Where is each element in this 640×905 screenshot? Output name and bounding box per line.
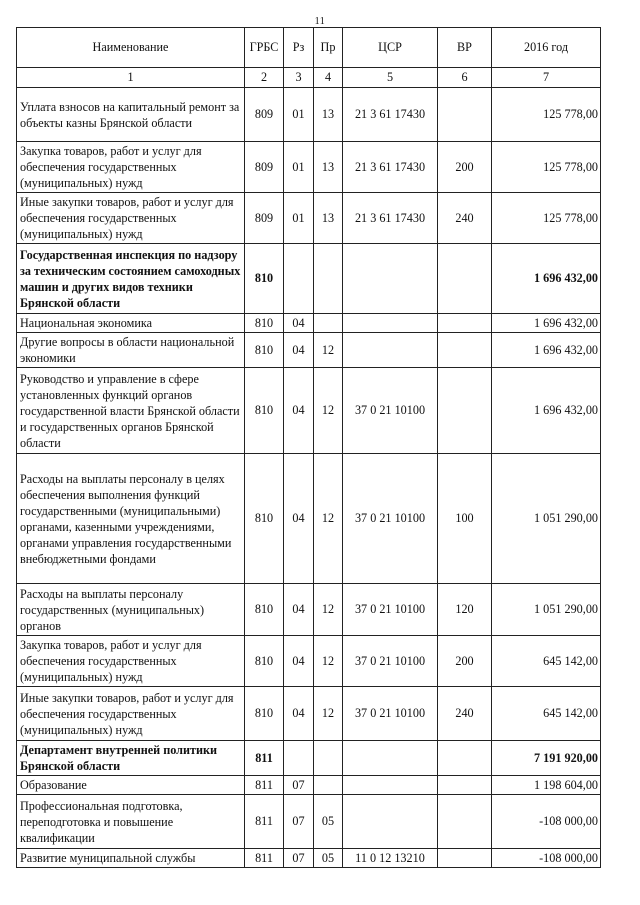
row-pr-cell: 13 [314, 88, 343, 142]
table-row [17, 741, 601, 776]
row-amount-cell: 125 778,00 [492, 193, 601, 244]
row-vr-cell [438, 333, 492, 368]
row-pr-cell: 12 [314, 687, 343, 741]
row-name-cell: Закупка товаров, работ и услуг для обеспечения государственных (муниципальных) нужд [17, 142, 245, 193]
row-vr-cell [438, 244, 492, 314]
row-grbs-cell: 810 [245, 584, 284, 636]
row-pr-cell: 12 [314, 333, 343, 368]
row-vr-cell: 100 [438, 454, 492, 584]
row-name-cell: Образование [17, 776, 245, 795]
column-number: 5 [343, 68, 438, 88]
row-grbs-cell: 810 [245, 454, 284, 584]
table-row [17, 88, 601, 142]
column-header-rz: Рз [284, 28, 314, 68]
row-amount-cell: 645 142,00 [492, 636, 601, 687]
row-pr-cell: 12 [314, 584, 343, 636]
row-rz-cell: 04 [284, 454, 314, 584]
row-csr-cell: 21 3 61 17430 [343, 88, 438, 142]
row-name-cell: Расходы на выплаты персоналу в целях обеспечения выполнения функций государственными (муниципальными) органами, казенными учреждениями, органами управления государственными внебюджетными фондами [17, 454, 245, 584]
row-pr-cell: 12 [314, 636, 343, 687]
row-name-cell: Иные закупки товаров, работ и услуг для обеспечения государственных (муниципальных) нужд [17, 687, 245, 741]
table-row [17, 687, 601, 741]
row-amount-cell: 125 778,00 [492, 88, 601, 142]
column-header-grbs: ГРБС [245, 28, 284, 68]
row-rz-cell: 04 [284, 636, 314, 687]
table-row [17, 584, 601, 636]
row-rz-cell: 01 [284, 193, 314, 244]
row-csr-cell [343, 776, 438, 795]
column-number: 2 [245, 68, 284, 88]
row-vr-cell [438, 849, 492, 868]
row-vr-cell: 240 [438, 193, 492, 244]
row-name-cell: Профессиональная подготовка, переподготовка и повышение квалификации [17, 795, 245, 849]
table-row [17, 333, 601, 368]
row-pr-cell: 12 [314, 454, 343, 584]
row-csr-cell: 21 3 61 17430 [343, 142, 438, 193]
budget-table [16, 27, 601, 868]
row-vr-cell: 200 [438, 636, 492, 687]
row-grbs-cell: 809 [245, 142, 284, 193]
row-name-cell: Другие вопросы в области национальной экономики [17, 333, 245, 368]
row-pr-cell: 13 [314, 142, 343, 193]
row-amount-cell: 1 051 290,00 [492, 584, 601, 636]
table-row [17, 193, 601, 244]
row-pr-cell: 12 [314, 368, 343, 454]
row-csr-cell: 37 0 21 10100 [343, 584, 438, 636]
table-row [17, 244, 601, 314]
row-rz-cell: 04 [284, 314, 314, 333]
row-amount-cell: 1 696 432,00 [492, 333, 601, 368]
row-vr-cell [438, 795, 492, 849]
row-grbs-cell: 810 [245, 636, 284, 687]
table-row [17, 776, 601, 795]
row-vr-cell [438, 88, 492, 142]
row-vr-cell: 240 [438, 687, 492, 741]
table-row [17, 795, 601, 849]
row-amount-cell: 1 696 432,00 [492, 244, 601, 314]
column-header-csr: ЦСР [343, 28, 438, 68]
column-number-row [17, 68, 601, 88]
table-row [17, 142, 601, 193]
row-grbs-cell: 811 [245, 849, 284, 868]
table-body [17, 88, 601, 868]
row-grbs-cell: 809 [245, 193, 284, 244]
row-rz-cell: 01 [284, 88, 314, 142]
row-vr-cell [438, 314, 492, 333]
row-csr-cell: 37 0 21 10100 [343, 636, 438, 687]
row-pr-cell [314, 741, 343, 776]
row-pr-cell [314, 776, 343, 795]
row-grbs-cell: 810 [245, 368, 284, 454]
row-rz-cell: 01 [284, 142, 314, 193]
row-name-cell: Государственная инспекция по надзору за техническим состоянием самоходных машин и других видов техники Брянской области [17, 244, 245, 314]
row-rz-cell: 04 [284, 584, 314, 636]
table-row [17, 314, 601, 333]
column-number: 4 [314, 68, 343, 88]
row-pr-cell: 05 [314, 795, 343, 849]
column-number: 3 [284, 68, 314, 88]
row-csr-cell: 21 3 61 17430 [343, 193, 438, 244]
row-rz-cell [284, 244, 314, 314]
row-name-cell: Развитие муниципальной службы [17, 849, 245, 868]
row-csr-cell: 37 0 21 10100 [343, 454, 438, 584]
header-row [17, 28, 601, 68]
row-vr-cell [438, 776, 492, 795]
row-grbs-cell: 811 [245, 776, 284, 795]
column-number: 1 [17, 68, 245, 88]
row-csr-cell: 37 0 21 10100 [343, 368, 438, 454]
row-csr-cell [343, 314, 438, 333]
row-name-cell: Закупка товаров, работ и услуг для обеспечения государственных (муниципальных) нужд [17, 636, 245, 687]
table-row [17, 849, 601, 868]
row-pr-cell [314, 314, 343, 333]
row-grbs-cell: 809 [245, 88, 284, 142]
row-pr-cell [314, 244, 343, 314]
row-amount-cell: 1 696 432,00 [492, 368, 601, 454]
row-amount-cell: -108 000,00 [492, 849, 601, 868]
column-number: 6 [438, 68, 492, 88]
row-grbs-cell: 810 [245, 687, 284, 741]
column-header-vr: ВР [438, 28, 492, 68]
row-rz-cell: 04 [284, 333, 314, 368]
row-grbs-cell: 810 [245, 314, 284, 333]
row-vr-cell: 120 [438, 584, 492, 636]
table-row [17, 636, 601, 687]
table-row [17, 454, 601, 584]
row-amount-cell: -108 000,00 [492, 795, 601, 849]
table-row [17, 368, 601, 454]
row-vr-cell [438, 368, 492, 454]
row-grbs-cell: 811 [245, 741, 284, 776]
row-pr-cell: 05 [314, 849, 343, 868]
row-amount-cell: 125 778,00 [492, 142, 601, 193]
row-name-cell: Национальная экономика [17, 314, 245, 333]
row-name-cell: Руководство и управление в сфере установленных функций органов государственной власти Брянской области и государственных органов Брянской области [17, 368, 245, 454]
row-rz-cell [284, 741, 314, 776]
row-name-cell: Уплата взносов на капитальный ремонт за объекты казны Брянской области [17, 88, 245, 142]
row-rz-cell: 07 [284, 776, 314, 795]
column-number: 7 [492, 68, 601, 88]
row-vr-cell [438, 741, 492, 776]
row-amount-cell: 645 142,00 [492, 687, 601, 741]
row-csr-cell [343, 741, 438, 776]
row-amount-cell: 1 696 432,00 [492, 314, 601, 333]
row-rz-cell: 04 [284, 368, 314, 454]
column-header-pr: Пр [314, 28, 343, 68]
row-rz-cell: 04 [284, 687, 314, 741]
row-grbs-cell: 811 [245, 795, 284, 849]
row-name-cell: Расходы на выплаты персоналу государственных (муниципальных) органов [17, 584, 245, 636]
row-csr-cell: 11 0 12 13210 [343, 849, 438, 868]
row-name-cell: Департамент внутренней политики Брянской области [17, 741, 245, 776]
column-header-2016: 2016 год [492, 28, 601, 68]
row-csr-cell: 37 0 21 10100 [343, 687, 438, 741]
row-grbs-cell: 810 [245, 333, 284, 368]
row-grbs-cell: 810 [245, 244, 284, 314]
row-csr-cell [343, 795, 438, 849]
row-csr-cell [343, 244, 438, 314]
row-vr-cell: 200 [438, 142, 492, 193]
row-amount-cell: 7 191 920,00 [492, 741, 601, 776]
row-amount-cell: 1 198 604,00 [492, 776, 601, 795]
column-header-name: Наименование [17, 28, 245, 68]
row-rz-cell: 07 [284, 849, 314, 868]
row-amount-cell: 1 051 290,00 [492, 454, 601, 584]
row-rz-cell: 07 [284, 795, 314, 849]
row-pr-cell: 13 [314, 193, 343, 244]
page-number: 11 [314, 16, 326, 27]
row-name-cell: Иные закупки товаров, работ и услуг для обеспечения государственных (муниципальных) нужд [17, 193, 245, 244]
row-csr-cell [343, 333, 438, 368]
